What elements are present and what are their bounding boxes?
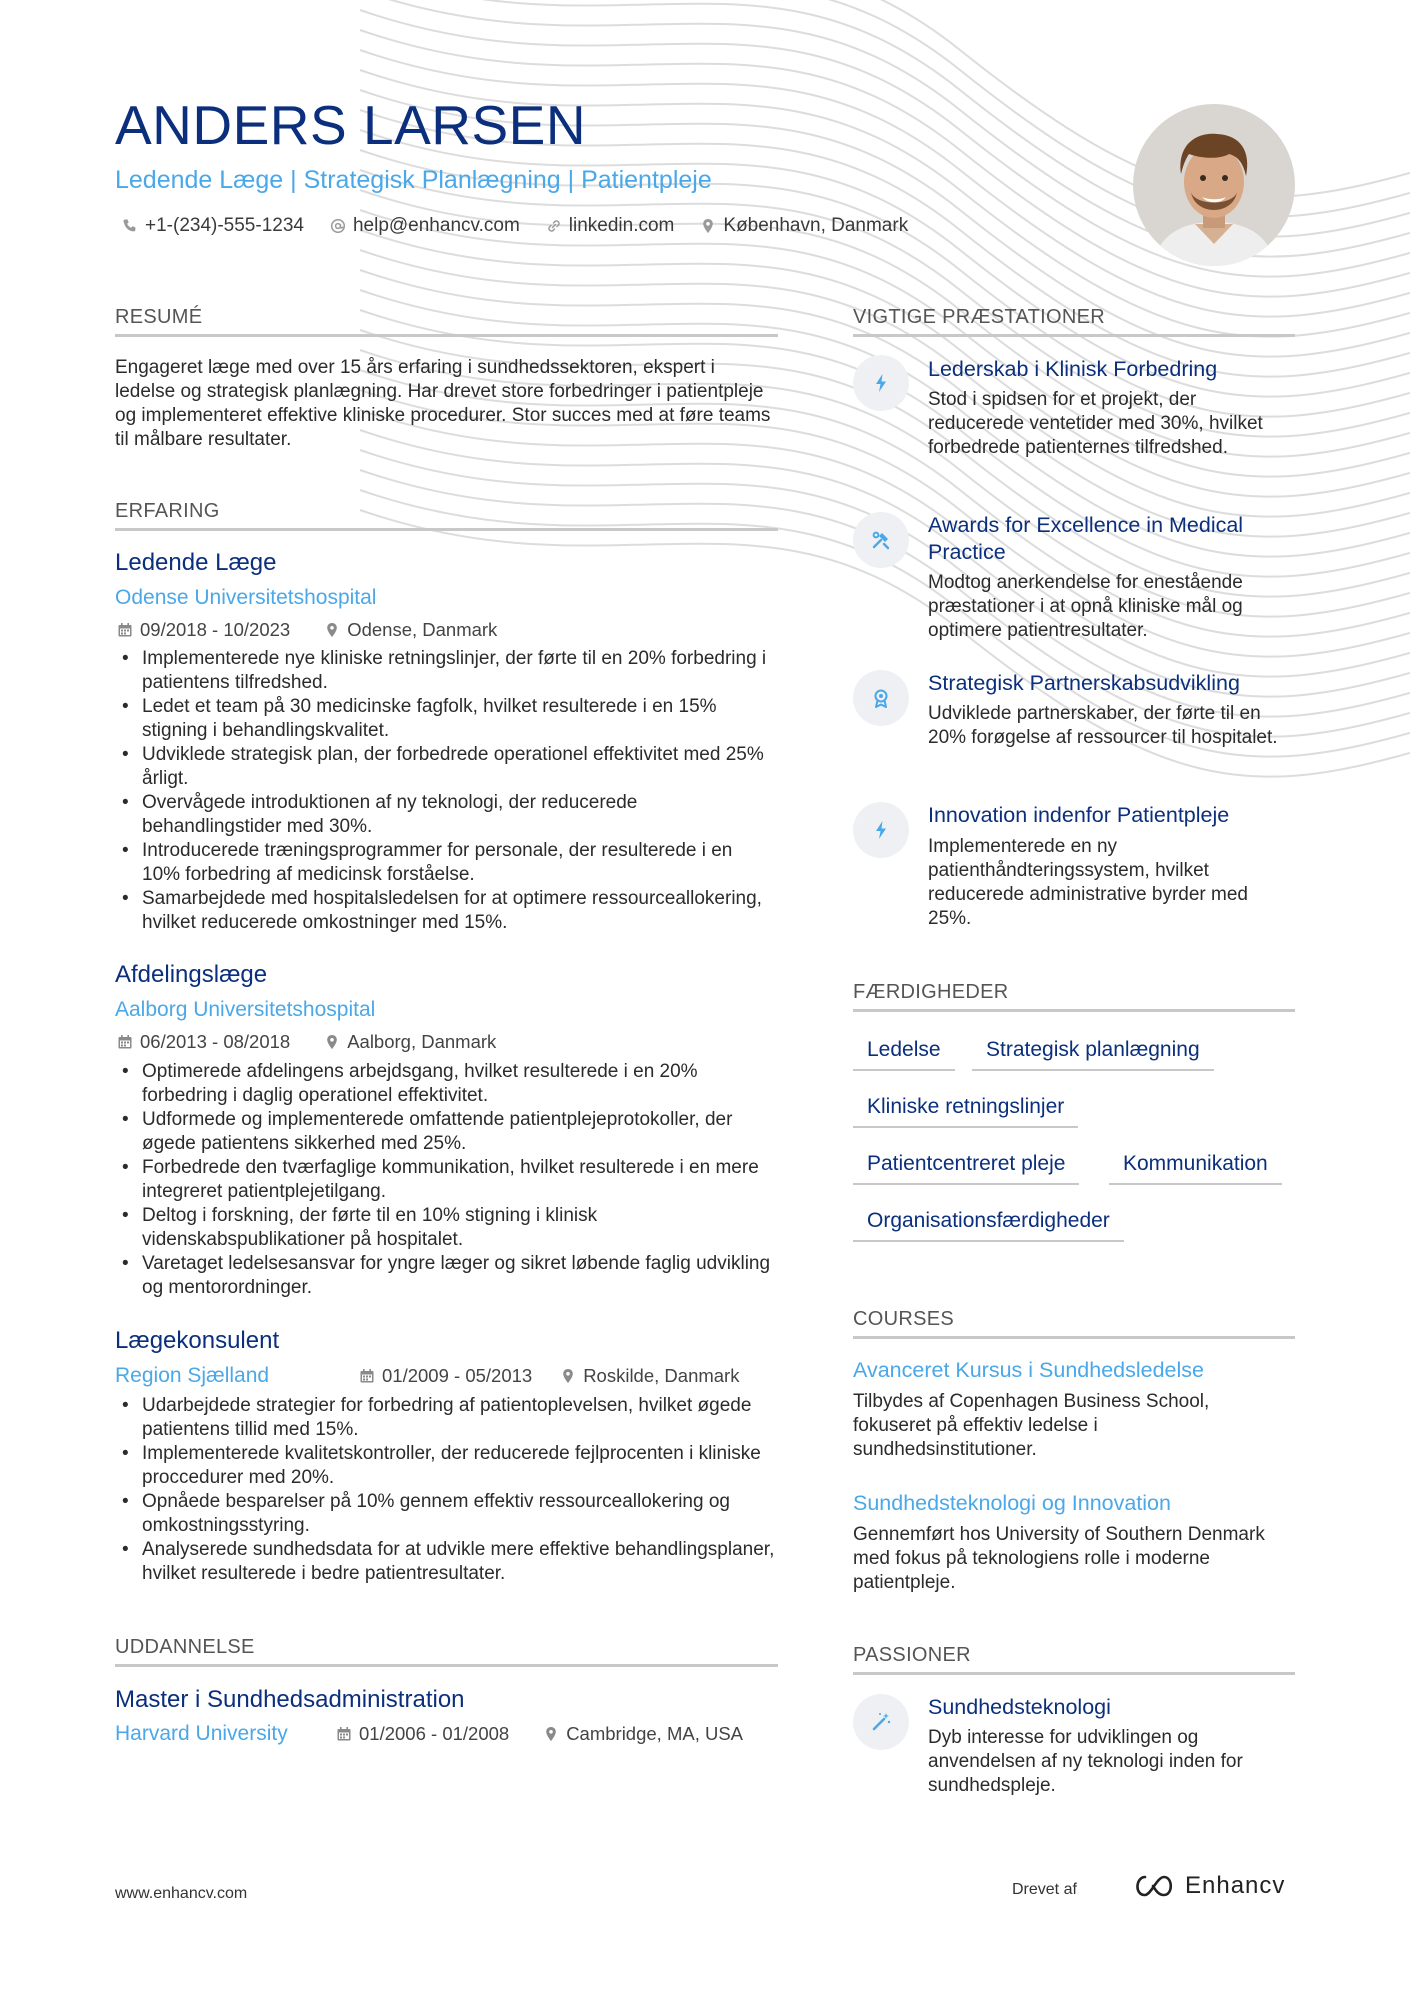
calendar-icon xyxy=(117,1034,133,1050)
job-title: Afdelingslæge xyxy=(115,961,268,988)
location-pin-icon xyxy=(560,1368,576,1384)
job-bullet: • Implementerede nye kliniske retningslinjer, der førte til en 20% forbedring i patientens tilfredshed. xyxy=(115,647,775,695)
job-bullet: • Analyserede sundhedsdata for at udvikle mere effektive behandlingsplaner, hvilket resulterede i bedre patientresultater. xyxy=(115,1538,775,1586)
profile-photo xyxy=(1133,104,1295,266)
skill-tag: Kommunikation xyxy=(1109,1152,1282,1185)
phone-icon xyxy=(122,218,138,234)
passion-icon-wrap xyxy=(853,1694,909,1750)
job-meta xyxy=(117,619,497,641)
job-dates: 01/2009 - 05/2013 xyxy=(382,1365,533,1386)
job-bullet: • Forbedrede den tværfaglige kommunikation, hvilket resulterede i en mere integreret patientplejetilgang. xyxy=(115,1156,775,1204)
achievement-title: Lederskab i Klinisk Forbedring xyxy=(928,357,1218,381)
contact-bar xyxy=(122,215,908,237)
job-company: Region Sjælland xyxy=(115,1364,270,1387)
at-icon xyxy=(330,218,346,234)
section-heading-skills: FÆRDIGHEDER xyxy=(853,981,1295,1012)
job-bullets xyxy=(115,647,775,935)
job-location: Roskilde, Danmark xyxy=(583,1365,740,1386)
course-title: Sundhedsteknologi og Innovation xyxy=(853,1491,1171,1515)
tools-icon xyxy=(870,529,892,551)
candidate-title: Ledende Læge | Strategisk Planlægning | Patientpleje xyxy=(115,166,712,194)
course-title: Avanceret Kursus i Sundhedsledelse xyxy=(853,1358,1204,1382)
job-bullet: • Udviklede strategisk plan, der forbedrede operationel effektivitet med 25% årligt. xyxy=(115,743,775,791)
job-location: Odense, Danmark xyxy=(347,619,498,640)
job-meta xyxy=(117,1031,496,1053)
contact-linkedin[interactable] xyxy=(546,215,675,237)
education-meta xyxy=(336,1723,743,1745)
achievement-title: Strategisk Partnerskabsudvikling xyxy=(928,671,1240,695)
brand-logo[interactable] xyxy=(1131,1872,1285,1900)
link-icon xyxy=(546,218,562,234)
passion-title: Sundhedsteknologi xyxy=(928,1695,1111,1719)
section-heading-education: UDDANNELSE xyxy=(115,1636,778,1667)
job-dates: 06/2013 - 08/2018 xyxy=(140,1031,291,1052)
skill-tag: Strategisk planlægning xyxy=(972,1038,1214,1071)
contact-email[interactable] xyxy=(330,215,520,237)
education-location: Cambridge, MA, USA xyxy=(566,1723,744,1744)
job-bullet: • Ledet et team på 30 medicinske fagfolk, hvilket resulterede i en 15% stigning i behandlingskvalitet. xyxy=(115,695,775,743)
skill-tag: Patientcentreret pleje xyxy=(853,1152,1079,1185)
job-meta xyxy=(359,1365,739,1387)
job-bullet: • Deltog i forskning, der førte til en 10% stigning i klinisk videnskabspublikationer på hospitalet. xyxy=(115,1204,775,1252)
section-heading-resume: RESUMÉ xyxy=(115,306,778,337)
section-heading-experience: ERFARING xyxy=(115,500,778,531)
job-bullet: • Udformede og implementerede omfattende patientplejeprotokoller, der øgede patientens sikkerhed med 25%. xyxy=(115,1108,775,1156)
job-dates: 09/2018 - 10/2023 xyxy=(140,619,291,640)
section-heading-courses: COURSES xyxy=(853,1308,1295,1339)
award-icon xyxy=(870,687,892,709)
job-bullet: • Udarbejdede strategier for forbedring af patientoplevelsen, hvilket øgede patientens tillid med 15%. xyxy=(115,1394,775,1442)
achievement-text: Udviklede partnerskaber, der førte til en 20% forøgelse af ressourcer til hospitalet. xyxy=(928,703,1278,748)
location-pin-icon xyxy=(700,218,716,234)
location-pin-icon xyxy=(543,1726,559,1742)
resume-summary: Engageret læge med over 15 års erfaring i sundhedssektoren, ekspert i ledelse og strategisk planlægning. Har drevet store forbedringer i patientpleje og implementeret effektive kliniske procedurer. Stor succes med at føre teams til målbare resultater. xyxy=(115,357,771,450)
calendar-icon xyxy=(359,1368,375,1384)
achievement-title: Innovation indenfor Patientpleje xyxy=(928,803,1230,827)
job-bullet: • Overvågede introduktionen af ny teknologi, der reducerede behandlingstider med 30%. xyxy=(115,791,775,839)
bolt-icon xyxy=(870,819,892,841)
candidate-name: ANDERS LARSEN xyxy=(115,94,587,156)
course-text: Tilbydes af Copenhagen Business School, fokuseret på effektiv ledelse i sundhedsinstitutioner. xyxy=(853,1391,1210,1460)
job-bullet: • Introducerede træningsprogrammer for personale, der resulterede i en 10% forbedring af medicinsk forståelse. xyxy=(115,839,775,887)
skill-tag: Organisationsfærdigheder xyxy=(853,1209,1124,1242)
job-bullet: • Samarbejdede med hospitalsledelsen for at optimere ressourceallokering, hvilket reducerede omkostninger med 15%. xyxy=(115,887,775,935)
calendar-icon xyxy=(336,1726,352,1742)
avatar-illustration xyxy=(1133,104,1295,266)
location-text: København, Danmark xyxy=(723,215,909,236)
job-bullet: • Implementerede kvalitetskontroller, der reducerede fejlprocenten i kliniske proccedurer med 20%. xyxy=(115,1442,775,1490)
linkedin-text: linkedin.com xyxy=(568,215,675,236)
section-heading-passions: PASSIONER xyxy=(853,1644,1295,1675)
contact-phone[interactable] xyxy=(122,215,304,237)
course-text: Gennemført hos University of Southern Denmark med fokus på teknologiens rolle i moderne patientpleje. xyxy=(853,1524,1265,1593)
job-company: Aalborg Universitetshospital xyxy=(115,998,376,1021)
achievement-text: Implementerede en ny patienthåndteringssystem, hvilket reducerede administrative byrder med 25%. xyxy=(928,836,1248,929)
achievement-text: Stod i spidsen for et projekt, der reducerede ventetider med 30%, hvilket forbedrede patienternes tilfredshed. xyxy=(928,389,1263,458)
job-bullets xyxy=(115,1060,775,1300)
job-bullet: • Varetaget ledelsesansvar for yngre læger og sikret løbende faglig udvikling og mentorordninger. xyxy=(115,1252,775,1300)
education-school: Harvard University xyxy=(115,1722,288,1745)
education-degree: Master i Sundhedsadministration xyxy=(115,1686,465,1713)
section-heading-achievements: VIGTIGE PRÆSTATIONER xyxy=(853,306,1295,337)
achievement-title: Awards for Excellence in Medical Practice xyxy=(928,513,1244,564)
brand-name: Enhancv xyxy=(1185,1872,1286,1899)
skill-tag: Kliniske retningslinjer xyxy=(853,1095,1078,1128)
job-bullet: • Opnåede besparelser på 10% gennem effektiv ressourceallokering og omkostningsstyring. xyxy=(115,1490,775,1538)
job-bullet: • Optimerede afdelingens arbejdsgang, hvilket resulterede i en 20% forbedring i daglig operationel effektivitet. xyxy=(115,1060,775,1108)
enhancv-logo-icon xyxy=(1131,1873,1177,1899)
bolt-icon xyxy=(870,372,892,394)
job-bullets xyxy=(115,1394,775,1586)
passion-text: Dyb interesse for udviklingen og anvendelsen af ny teknologi inden for sundhedspleje. xyxy=(928,1727,1243,1796)
education-dates: 01/2006 - 01/2008 xyxy=(359,1723,510,1744)
location-pin-icon xyxy=(324,1034,340,1050)
job-location: Aalborg, Danmark xyxy=(347,1031,497,1052)
magic-wand-icon xyxy=(870,1711,892,1733)
achievement-icon-wrap xyxy=(853,355,909,411)
job-company: Odense Universitetshospital xyxy=(115,586,377,609)
email-text: help@enhancv.com xyxy=(352,215,520,236)
footer-website[interactable]: www.enhancv.com xyxy=(115,1885,248,1902)
job-title: Ledende Læge xyxy=(115,549,277,576)
achievement-icon-wrap xyxy=(853,670,909,726)
location-pin-icon xyxy=(324,622,340,638)
achievement-icon-wrap xyxy=(853,512,909,568)
skill-tag: Ledelse xyxy=(853,1038,955,1071)
achievement-icon-wrap xyxy=(853,802,909,858)
calendar-icon xyxy=(117,622,133,638)
phone-text: +1-(234)-555-1234 xyxy=(145,215,304,236)
job-title: Lægekonsulent xyxy=(115,1327,280,1354)
contact-location xyxy=(700,215,908,237)
footer-powered-by: Drevet af xyxy=(1012,1881,1077,1898)
achievement-text: Modtog anerkendelse for enestående præstationer i at opnå kliniske mål og optimere patientresultater. xyxy=(928,572,1243,641)
